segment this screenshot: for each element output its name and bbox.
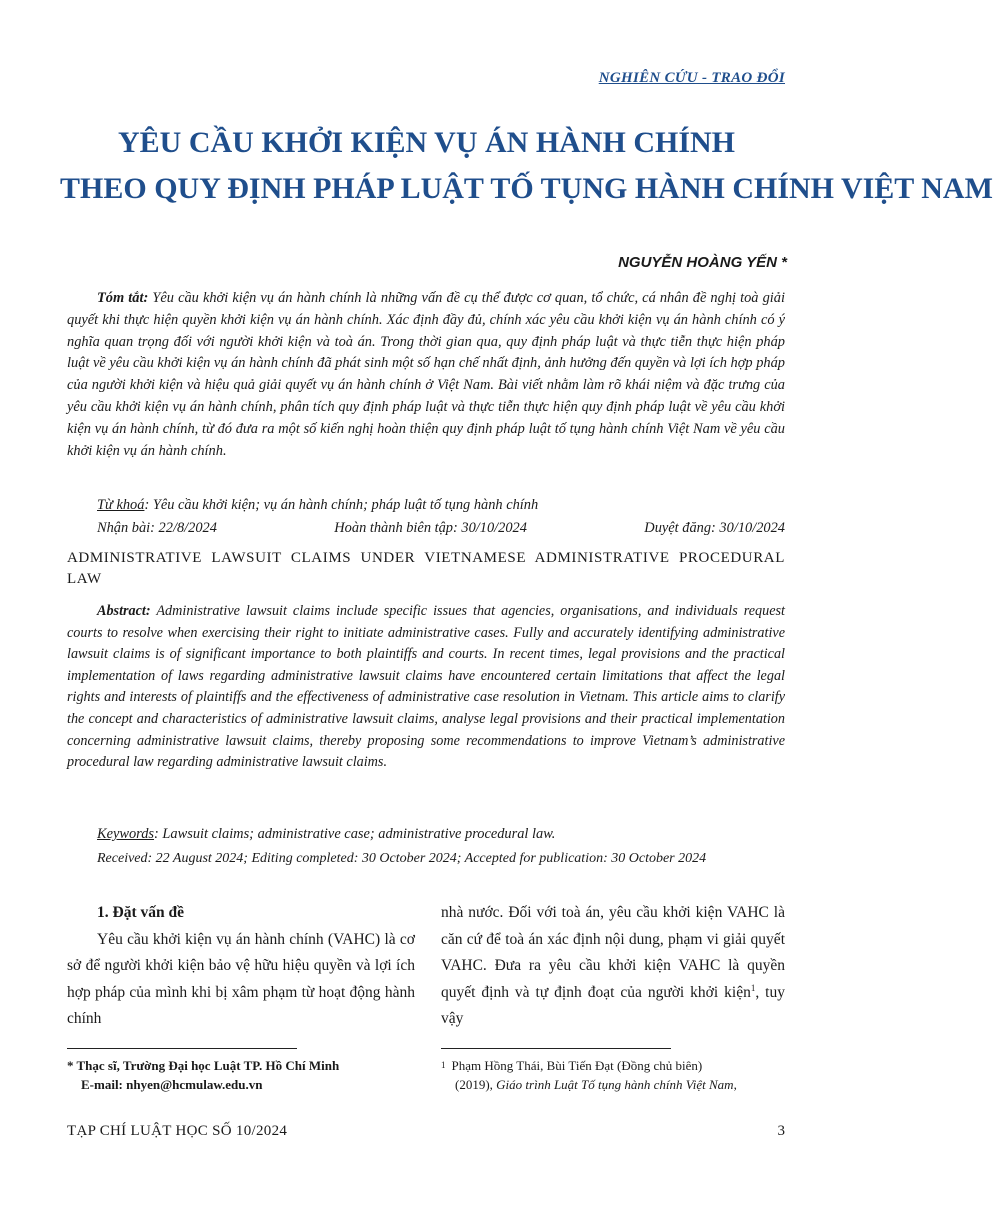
journal-name: TẠP CHÍ LUẬT HỌC SỐ 10/2024 bbox=[67, 1123, 288, 1139]
body-right-text: nhà nước. Đối với toà án, yêu cầu khởi kiện VAHC là căn cứ để toà án xác định nội dung, phạm vi giải quyết VAHC. Đưa ra yêu cầu khởi kiện VAHC là quyền quyết định và tự định đoạt của người khởi kiện bbox=[441, 904, 785, 1001]
body-right-tail: , tuy vậy bbox=[441, 983, 785, 1027]
author-email[interactable]: E-mail: nhyen@hcmulaw.edu.vn bbox=[81, 1077, 263, 1092]
page-number: 3 bbox=[777, 1123, 785, 1139]
english-title: ADMINISTRATIVE LAWSUIT CLAIMS UNDER VIETNAMESE ADMINISTRATIVE PROCEDURAL LAW bbox=[67, 550, 785, 587]
abstract-english bbox=[67, 601, 785, 774]
footnote-1-end: , bbox=[733, 1077, 737, 1092]
dates-english: Received: 22 August 2024; Editing completed: 30 October 2024; Accepted for publication: 30 October 2024 bbox=[97, 851, 707, 866]
section-heading: 1. Đặt vấn đề bbox=[97, 904, 184, 921]
abstract-en-text: Administrative lawsuit claims include specific issues that agencies, organisations, and individuals request courts to resolve when exercising their right to initiate administrative cases. Fully and accurately identifying administrative lawsuit claims is of significant importance to both plaintiffs and courts. In recent times, legal provisions and the practical implementation of laws regarding administrative lawsuit claims have encountered certain limitations that affect the legal rights and interests of plaintiffs and the effectiveness of administrative case resolution in Vietnam. This article aims to clarify the concept and characteristics of administrative lawsuit claims, analyse legal provisions and their practical implementation concerning administrative lawsuit claims, thereby proposing some recommendations to improve Vietnam’s administrative procedural law regarding administrative lawsuit claims. bbox=[67, 603, 785, 771]
title-line-2: THEO QUY ĐỊNH PHÁP LUẬT TỐ TỤNG HÀNH CHÍNH VIỆT NAM bbox=[60, 172, 993, 205]
keywords-en-label: Keywords bbox=[97, 826, 155, 842]
footnote-1-year: (2019), bbox=[455, 1077, 497, 1092]
author-affiliation: * Thạc sĩ, Trường Đại học Luật TP. Hồ Chí Minh bbox=[67, 1058, 340, 1073]
body-column-left bbox=[67, 900, 415, 1033]
author-name: NGUYỄN HOÀNG YẾN * bbox=[618, 254, 787, 271]
body-paragraph-right bbox=[441, 900, 785, 1033]
keywords-english bbox=[97, 826, 555, 843]
abstract-vi-text: Yêu cầu khởi kiện vụ án hành chính là những vấn đề cụ thể được cơ quan, tổ chức, cá nhân đề nghị toà giải quyết khi thực hiện quyền khởi kiện vụ án hành chính. Xác định đầy đủ, chính xác yêu cầu khởi kiện vụ án hành chính có ý nghĩa quan trọng đối với người khởi kiện và toà án. Trong thời gian qua, quy định pháp luật và thực tiễn thực hiện pháp luật về yêu cầu khởi kiện vụ án hành chính đã phát sinh một số hạn chế nhất định, ảnh hưởng đến quyền và lợi ích hợp pháp của người khởi kiện và hiệu quả giải quyết vụ án hành chính ở Việt Nam. Bài viết nhằm làm rõ khái niệm và đặc trưng của yêu cầu khởi kiện vụ án hành chính, phân tích quy định pháp luật và thực tiễn thực hiện quy định pháp luật về yêu cầu khởi kiện vụ án hành chính, từ đó đưa ra một số kiến nghị hoàn thiện quy định pháp luật tố tụng hành chính Việt Nam về yêu cầu khởi kiện vụ án hành chính. bbox=[67, 290, 785, 459]
keywords-en-text: : Lawsuit claims; administrative case; administrative procedural law. bbox=[154, 826, 556, 842]
abstract-en-lead: Abstract: bbox=[97, 603, 151, 619]
keywords-vi-label: Từ khoá bbox=[97, 497, 145, 513]
footnote-1-number: 1 bbox=[441, 1060, 446, 1070]
keywords-vietnamese bbox=[97, 495, 785, 515]
dates-vietnamese bbox=[97, 520, 785, 537]
author-footnote bbox=[67, 1056, 415, 1094]
section-label: NGHIÊN CỨU - TRAO ĐỔI bbox=[598, 70, 785, 86]
keywords-vi-text: : Yêu cầu khởi kiện; vụ án hành chính; pháp luật tố tụng hành chính bbox=[144, 497, 539, 513]
footnote-1-book-title: Giáo trình Luật Tố tụng hành chính Việt Nam bbox=[496, 1077, 734, 1092]
body-paragraph-left: Yêu cầu khởi kiện vụ án hành chính (VAHC) là cơ sở để người khởi kiện bảo vệ hữu hiệu quyền và lợi ích hợp pháp của mình khi bị xâm phạm từ hoạt động hành chính bbox=[67, 930, 415, 1027]
article-title bbox=[60, 120, 993, 212]
footnote-1-line-a: Phạm Hồng Thái, Bùi Tiến Đạt (Đồng chủ biên) bbox=[451, 1058, 703, 1073]
abstract-vi-lead: Tóm tắt: bbox=[97, 290, 149, 306]
received-date: Nhận bài: 22/8/2024 bbox=[97, 520, 217, 536]
abstract-vietnamese bbox=[67, 288, 785, 462]
edited-date: Hoàn thành biên tập: 30/10/2024 bbox=[334, 520, 527, 536]
body-column-right bbox=[441, 900, 785, 1033]
footnote-ref-1[interactable]: 1 bbox=[750, 982, 756, 993]
footnote-1 bbox=[441, 1056, 785, 1094]
accepted-date: Duyệt đăng: 30/10/2024 bbox=[644, 520, 785, 536]
footnote-divider-left bbox=[67, 1048, 297, 1049]
title-line-1: YÊU CẦU KHỞI KIỆN VỤ ÁN HÀNH CHÍNH bbox=[118, 126, 735, 159]
footnote-divider-right bbox=[441, 1048, 671, 1049]
